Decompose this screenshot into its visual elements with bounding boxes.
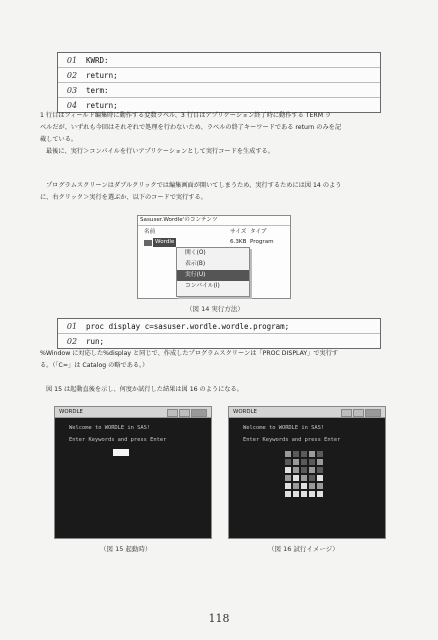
code-block-1 [57, 52, 381, 113]
wordle-tile [317, 467, 323, 473]
menu-item-run[interactable]: 実行(U) [177, 270, 249, 281]
menu-item-open[interactable]: 開く(O) [185, 250, 206, 256]
code-block-2 [57, 318, 381, 349]
figure-15-window [54, 406, 212, 539]
welcome-text: Welcome to WORDLE in SAS! [69, 425, 151, 431]
wordle-tile [293, 467, 299, 473]
wordle-tile [309, 467, 315, 473]
prompt-text: Enter Keywords and press Enter [69, 437, 167, 443]
column-header-size[interactable]: サイズ [230, 229, 247, 235]
window-title: WORDLE [229, 407, 385, 418]
wordle-tile [285, 475, 291, 481]
window-title: WORDLE [55, 407, 211, 418]
paragraph-2: プログラムスクリーンはダブルクリックでは編集画面が開いてしまうため、実行するためには図 14 のよう に、右クリック＞実行を選ぶか、以下のコードで実行する。 [40, 182, 342, 201]
file-type: Program [250, 239, 274, 245]
wordle-tile [317, 459, 323, 465]
wordle-tile [285, 491, 291, 497]
wordle-tile [301, 467, 307, 473]
code-line: 02 return; [58, 67, 380, 82]
column-header-type[interactable]: タイプ [250, 229, 267, 235]
wordle-tile [285, 467, 291, 473]
code-line: 04 return; [58, 97, 380, 112]
figure-14-caption: （図 14 実行方法） [186, 305, 244, 313]
wordle-tile [293, 475, 299, 481]
wordle-tile [285, 459, 291, 465]
keyword-input[interactable] [113, 449, 129, 456]
code-line: 02 run; [58, 333, 380, 348]
wordle-tile [293, 459, 299, 465]
figure-14-screenshot [137, 215, 291, 299]
menu-item-view[interactable]: 表示(B) [185, 261, 206, 267]
maximize-icon[interactable] [179, 409, 190, 417]
explorer-title: Sasuser.Wordle'のコンテンツ [138, 216, 290, 226]
code-line: 01 proc display c=sasuser.wordle.wordle.program; [66, 321, 290, 331]
close-icon[interactable] [365, 409, 381, 417]
figure-16-window [228, 406, 386, 539]
wordle-tile [301, 459, 307, 465]
wordle-tile [285, 483, 291, 489]
paragraph-4: 図 15 は起動直後を示し、何度か試行した結果は図 16 のようになる。 [46, 386, 243, 393]
column-header-name[interactable]: 名前 [144, 229, 156, 235]
prompt-text: Enter Keywords and press Enter [243, 437, 341, 443]
wordle-tile [301, 483, 307, 489]
wordle-tile [317, 451, 323, 457]
minimize-icon[interactable] [341, 409, 352, 417]
wordle-tile [309, 491, 315, 497]
close-icon[interactable] [191, 409, 207, 417]
code-line: 01 KWRD: [66, 55, 109, 65]
wordle-tile [317, 491, 323, 497]
window-controls [341, 409, 381, 417]
context-menu [176, 247, 250, 297]
wordle-tile [293, 491, 299, 497]
paragraph-3: %Window に対応した%display と同じで、作成したプログラムスクリーンは「PROC DISPLAY」で実行す る。（「C=」は Catalog の略である。） [40, 350, 339, 369]
menu-item-compile[interactable]: コンパイル(I) [185, 283, 220, 289]
wordle-tile [301, 491, 307, 497]
wordle-tile [285, 451, 291, 457]
wordle-tile [293, 483, 299, 489]
wordle-tile [309, 451, 315, 457]
wordle-tile [309, 459, 315, 465]
file-size: 6.3KB [230, 239, 247, 245]
wordle-tile [309, 483, 315, 489]
wordle-tile [293, 451, 299, 457]
paragraph-1: 1 行目はフィールド編集時に動作する変数ラベル、3 行目はアプリケーション終了時に動作する TERM ラ ベルだが、いずれも今回はそれぞれで処理を行わないため、ラベルの終了キーワードである return のみを記 載している。 最後に、実行＞コンパイルを行いアプリケーションとして実行コードを生成する。 [40, 112, 342, 155]
wordle-tile [317, 483, 323, 489]
page-number: 118 [208, 612, 230, 625]
window-controls [167, 409, 207, 417]
code-line: 03 term: [58, 82, 380, 97]
maximize-icon[interactable] [353, 409, 364, 417]
program-file-icon [144, 240, 152, 246]
file-item-wordle[interactable]: Wordle [155, 239, 175, 245]
minimize-icon[interactable] [167, 409, 178, 417]
wordle-tile [309, 475, 315, 481]
wordle-tile [317, 475, 323, 481]
wordle-tile [301, 451, 307, 457]
figure-16-caption: （図 16 試行イメージ） [268, 545, 339, 553]
figure-15-caption: （図 15 起動時） [100, 545, 152, 553]
wordle-tile [301, 475, 307, 481]
welcome-text: Welcome to WORDLE in SAS! [243, 425, 325, 431]
